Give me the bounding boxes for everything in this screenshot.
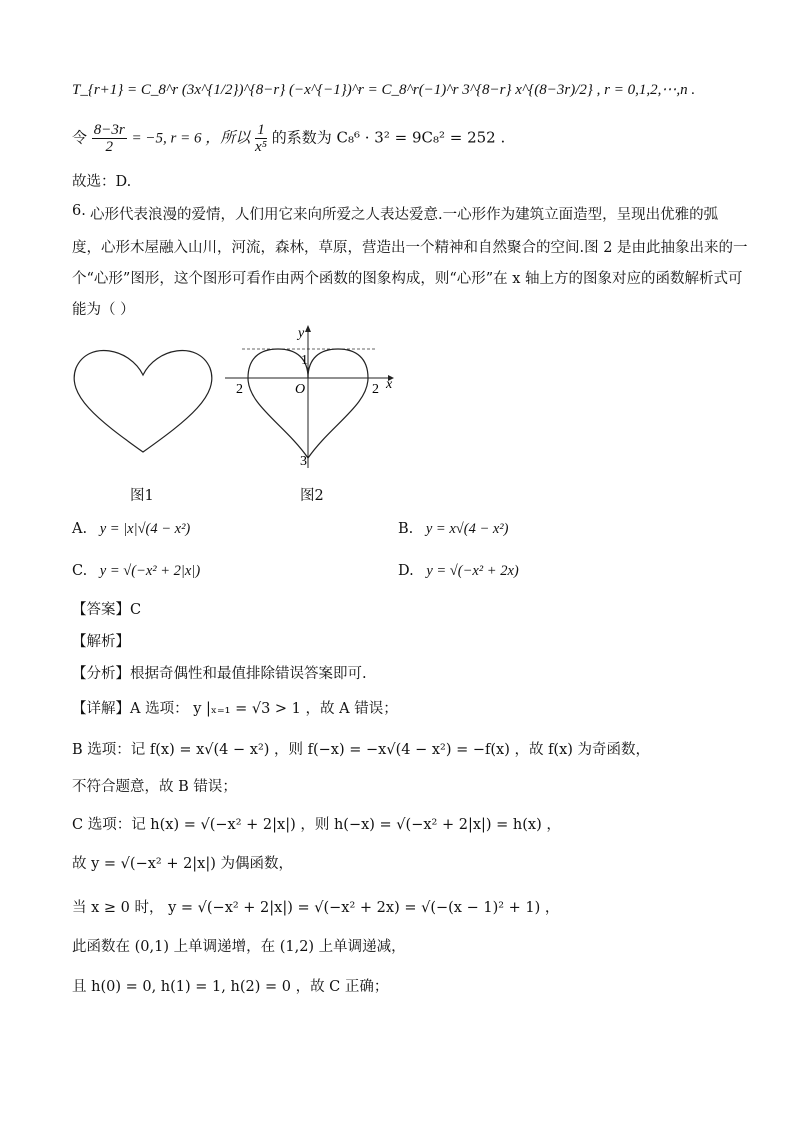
detail-option-c-line4: 此函数在 (0,1) 上单调递增，在 (1,2) 上单调递减， bbox=[72, 939, 406, 955]
figure-2-caption: 图2 bbox=[300, 488, 324, 504]
option-c[interactable] bbox=[72, 563, 200, 580]
option-d-expr: y = √(−x² + 2x) bbox=[426, 563, 519, 579]
analysis-summary: 【分析】根据奇偶性和最值排除错误答案即可. bbox=[72, 666, 367, 682]
option-b[interactable] bbox=[398, 521, 508, 538]
detail-option-b-line2: 不符合题意，故 B 错误； bbox=[72, 779, 237, 795]
detail-option-a: 【详解】A 选项： y |ₓ₌₁ = √3 > 1 ，故 A 错误； bbox=[72, 701, 398, 717]
fraction-1-over-x5: $\frac{1}{\text{x⁵}}$ bbox=[255, 122, 267, 155]
label-origin: O bbox=[295, 382, 306, 397]
question-text-line1: 心形代表浪漫的爱情，人们用它来向所爱之人表达爱意.一心形作为建筑立面造型，呈现出优雅的弧 bbox=[90, 207, 719, 223]
label-bottom-3: 3 bbox=[300, 454, 307, 469]
heart-upper-right bbox=[308, 349, 368, 378]
label-right-2: 2 bbox=[372, 382, 379, 397]
question-text-line4: 能为（ ） bbox=[72, 302, 135, 318]
detail-option-c-line1: C 选项：记 h(x) = √(−x² + 2|x|) ，则 h(−x) = √(−x² + 2|x|) = h(x) ， bbox=[72, 817, 561, 833]
heart-outline bbox=[74, 350, 212, 452]
option-d[interactable] bbox=[398, 563, 519, 580]
line2-mid: = −5, r = 6 ，所以 bbox=[131, 130, 251, 147]
label-x: x bbox=[386, 377, 393, 392]
label-left-2: 2 bbox=[236, 382, 243, 397]
option-b-expr: y = x√(4 − x²) bbox=[425, 521, 509, 537]
coefficient-derivation bbox=[72, 122, 505, 155]
option-a-label: A. bbox=[72, 521, 88, 537]
detail-option-c-line5: 且 h(0) = 0, h(1) = 1, h(2) = 0 ，故 C 正确； bbox=[72, 979, 389, 995]
figure-2-heart-axes bbox=[220, 320, 400, 470]
option-c-label: C. bbox=[72, 563, 88, 579]
figure-1-heart bbox=[68, 340, 218, 460]
binomial-general-term: T_{r+1} = C_8^r (3x^{1/2})^{8−r} (−x^{−1})^r = C_8^r(−1)^r 3^{8−r} x^{(8−3r)/2} , r = 0,1,2,⋯,n . bbox=[72, 82, 696, 98]
analysis-heading: 【解析】 bbox=[72, 634, 130, 650]
fraction-8-3r-over-2: $\frac{8-3r}{2}$ bbox=[93, 122, 125, 155]
question-number: 6. bbox=[72, 203, 86, 219]
line2-prefix: 令 bbox=[72, 128, 88, 147]
detail-option-b-line1: B 选项：记 f(x) = x√(4 − x²) ，则 f(−x) = −x√(4 − x²) = −f(x) ，故 f(x) 为奇函数， bbox=[72, 742, 651, 758]
answer-line: 【答案】C bbox=[72, 602, 142, 618]
question-text-line3: 个“心形”图形，这个图形可看作由两个函数的图象构成，则“心形”在 x 轴上方的图象对应的函数解析式可 bbox=[72, 271, 743, 287]
detail-option-c-line3: 当 x ≥ 0 时， y = √(−x² + 2|x|) = √(−x² + 2x) = √(−(x − 1)² + 1) ， bbox=[72, 900, 560, 916]
label-top-1: 1 bbox=[301, 353, 308, 368]
figure-1-caption: 图1 bbox=[130, 488, 154, 504]
option-b-label: B. bbox=[398, 521, 414, 537]
previous-answer: 故选：D. bbox=[72, 174, 132, 190]
heart-upper-left bbox=[248, 349, 308, 378]
question-text-line2: 度，心形木屋融入山川，河流，森林，草原，营造出一个精神和自然聚合的空间.图 2 是由此抽象出来的一 bbox=[72, 240, 748, 256]
line2-suffix: 的系数为 C₈⁶ · 3² = 9C₈² = 252 . bbox=[271, 128, 506, 147]
option-c-expr: y = √(−x² + 2|x|) bbox=[99, 563, 201, 579]
option-a-expr: y = |x|√(4 − x²) bbox=[99, 521, 191, 537]
y-axis-arrow bbox=[305, 325, 311, 332]
option-d-label: D. bbox=[398, 563, 414, 579]
option-a[interactable] bbox=[72, 521, 190, 538]
detail-option-c-line2: 故 y = √(−x² + 2|x|) 为偶函数， bbox=[72, 856, 294, 872]
label-y: y bbox=[298, 326, 305, 341]
